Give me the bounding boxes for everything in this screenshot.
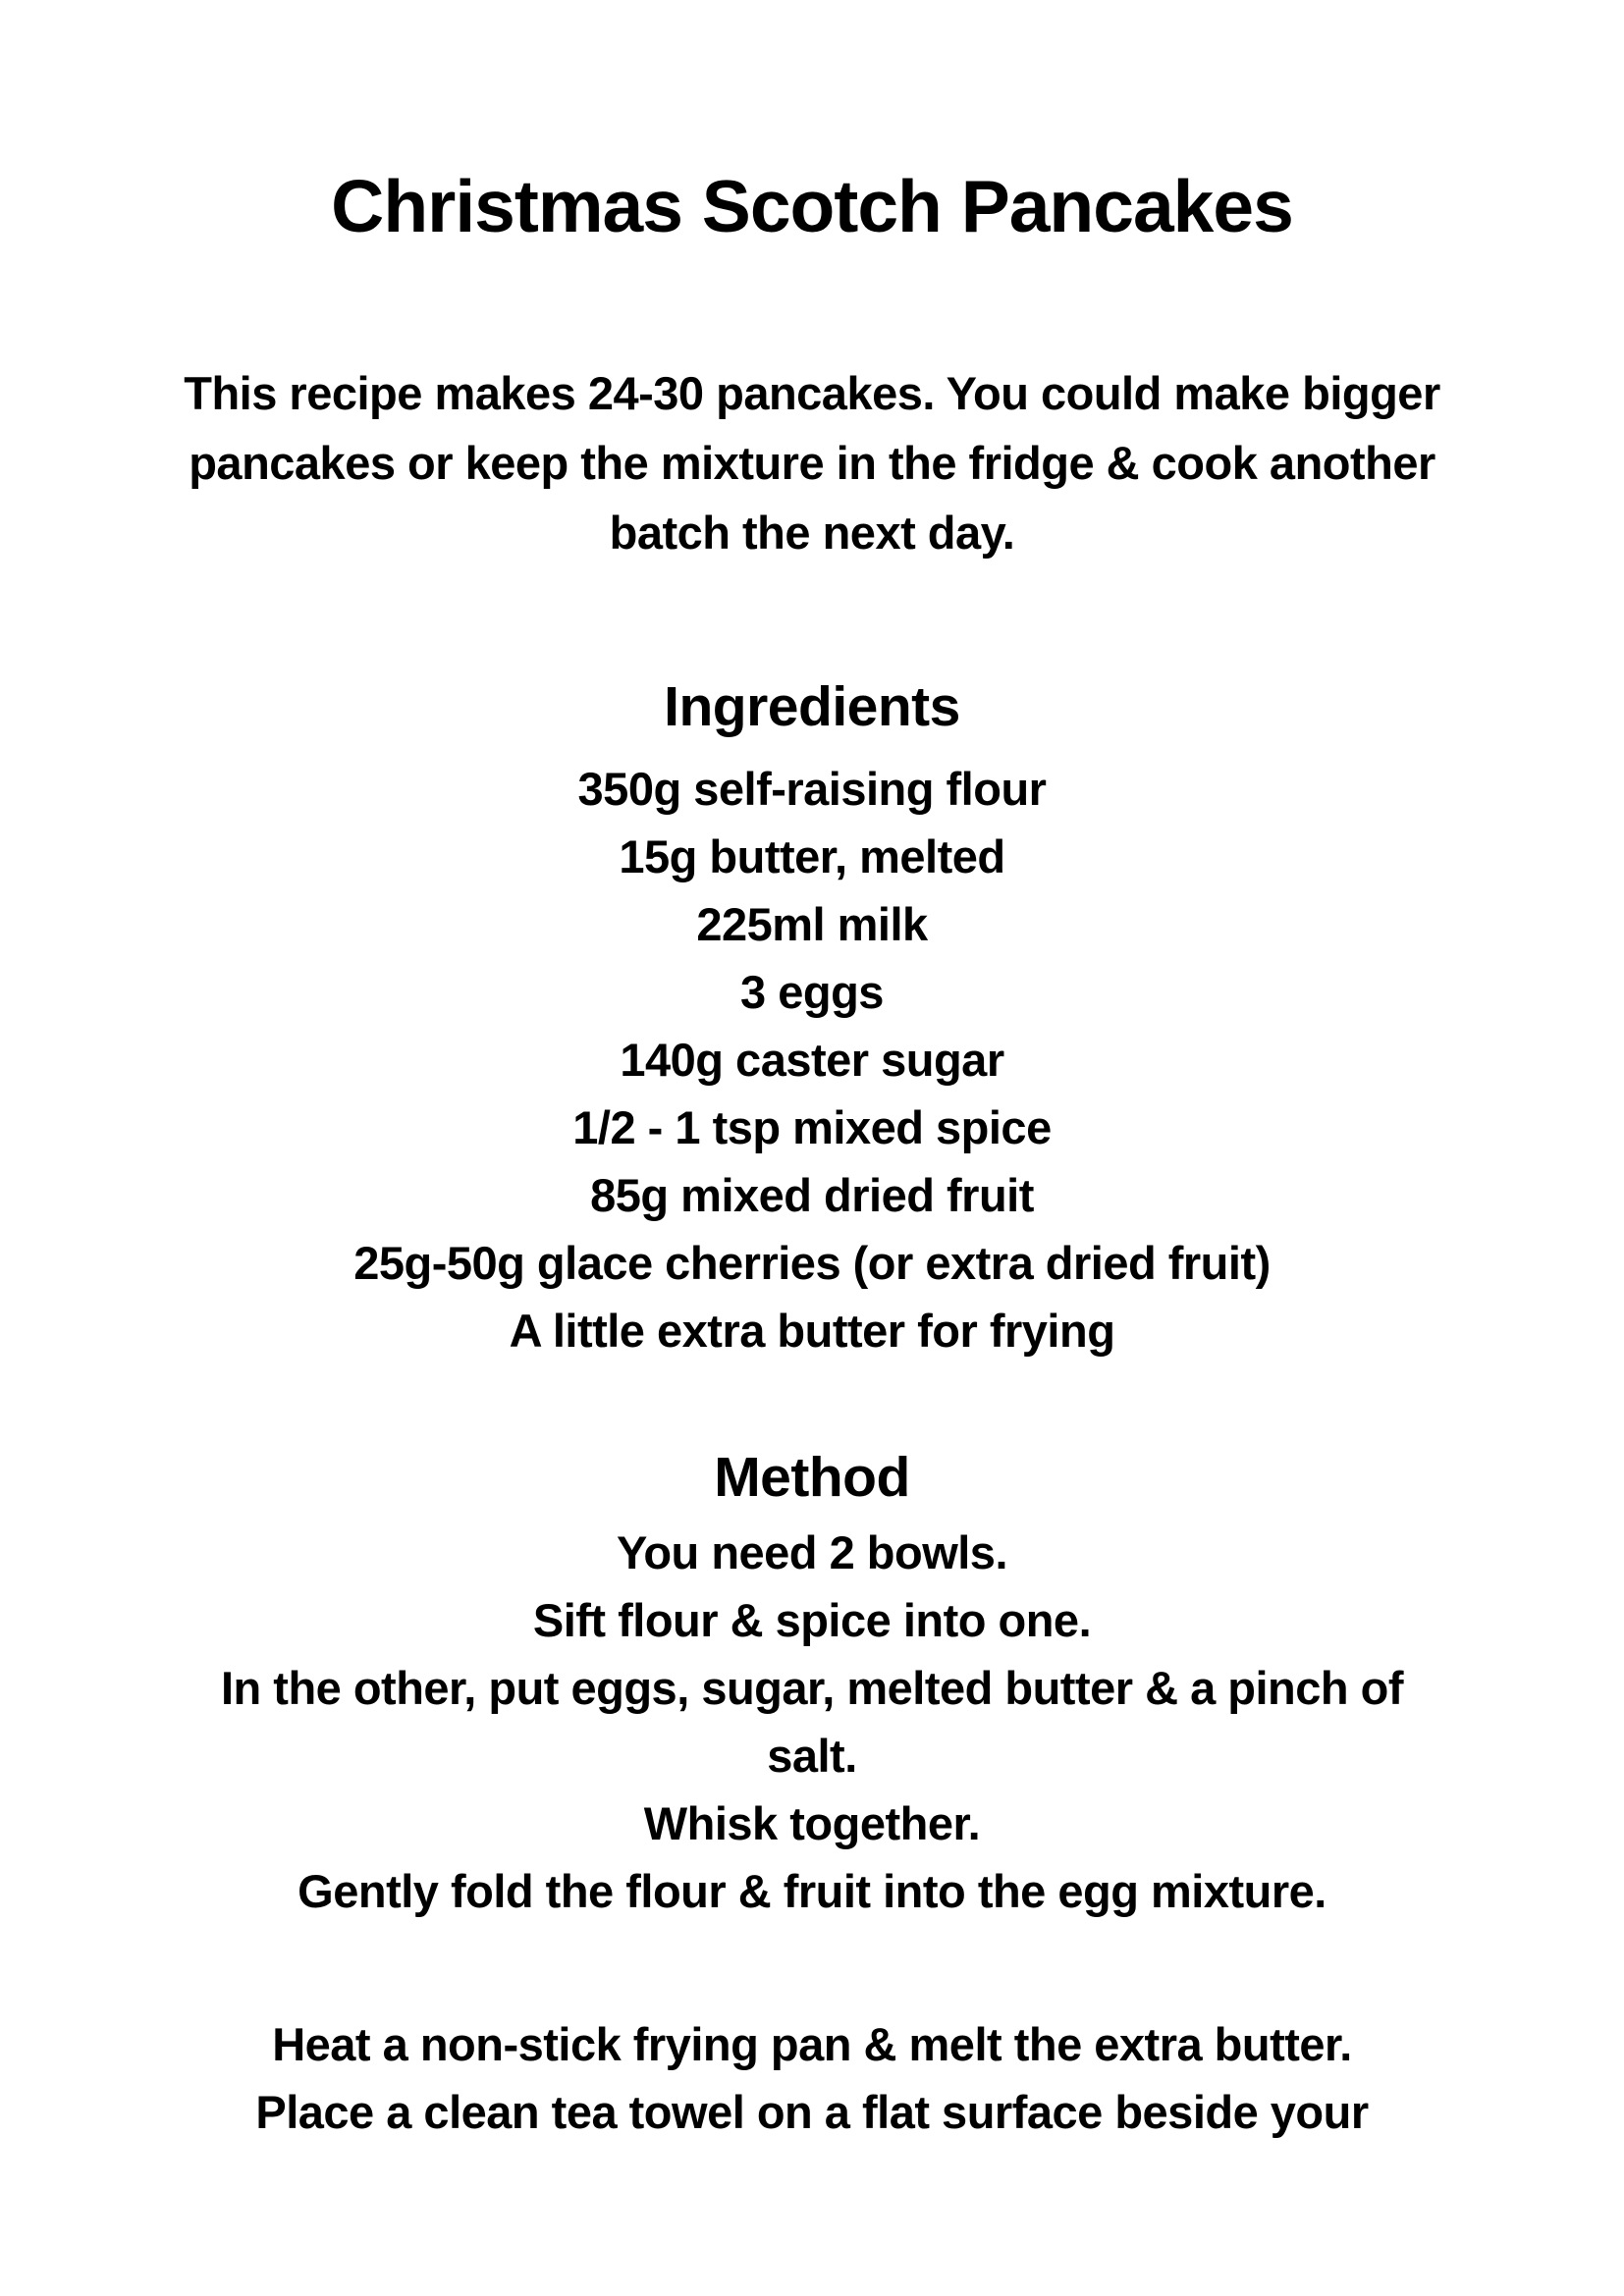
ingredient-item: 1/2 - 1 tsp mixed spice (572, 1101, 1052, 1153)
ingredient-item: 3 eggs (740, 966, 884, 1018)
method-line: Whisk together. (643, 1797, 981, 1849)
method-line: Gently fold the flour & fruit into the egg mixture. (298, 1865, 1326, 1917)
ingredient-item: 225ml milk (696, 898, 928, 950)
recipe-intro (0, 358, 1624, 567)
method-line: In the other, put eggs, sugar, melted butter & a pinch of (220, 1662, 1404, 1714)
method-steps-block-2 (0, 2010, 1624, 2146)
method-line: Place a clean tea towel on a flat surface beside your (255, 2086, 1369, 2138)
ingredient-item: 350g self-raising flour (577, 763, 1047, 815)
ingredients-heading: Ingredients (664, 675, 960, 738)
method-heading: Method (714, 1446, 910, 1509)
ingredient-item: 85g mixed dried fruit (590, 1169, 1034, 1221)
method-line: You need 2 bowls. (616, 1526, 1008, 1578)
ingredient-item: A little extra butter for frying (509, 1305, 1115, 1357)
ingredient-item: 15g butter, melted (619, 830, 1005, 882)
intro-line: pancakes or keep the mixture in the fridge & cook another (189, 437, 1435, 489)
method-steps-block-1 (0, 1519, 1624, 1925)
method-line: Heat a non-stick frying pan & melt the extra butter. (272, 2018, 1352, 2070)
ingredient-item: 25g-50g glace cherries (or extra dried fruit) (353, 1237, 1271, 1289)
method-line: Sift flour & spice into one. (532, 1594, 1092, 1646)
intro-line: batch the next day. (609, 507, 1015, 559)
intro-line: This recipe makes 24-30 pancakes. You could make bigger (184, 367, 1440, 419)
ingredient-item: 140g caster sugar (620, 1034, 1004, 1086)
recipe-title: Christmas Scotch Pancakes (331, 165, 1293, 247)
method-line: salt. (767, 1730, 857, 1782)
ingredients-list (0, 755, 1624, 1364)
